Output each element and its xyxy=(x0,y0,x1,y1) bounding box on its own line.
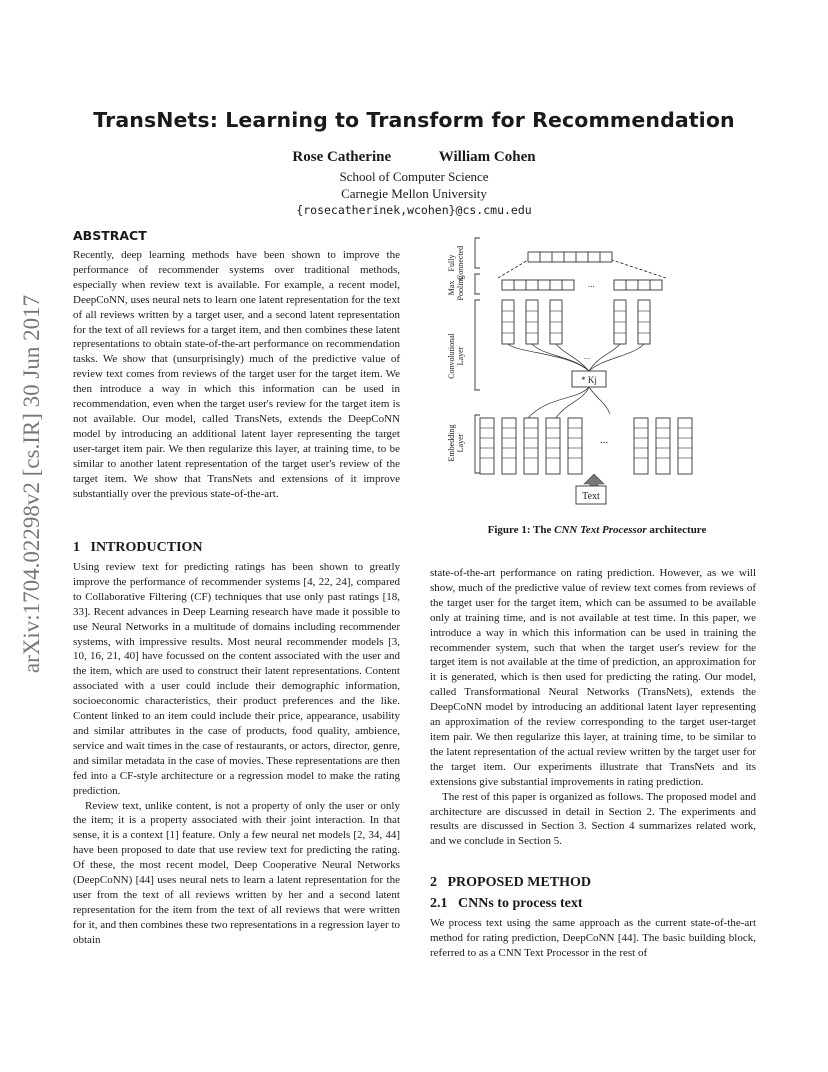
intro-paragraph-1: Using review text for predicting ratings has been shown to greatly improve the performance of recommender systems [4, 22, 24], compared to Collaborative Filtering (CF) techniques that use only past ratings [18, 33]. Recent advances in Deep Learning research have made it possible to use Neural Networks in a multitude of domains including recommender systems, with impressive results. Most neural recommender models [3, 10, 16, 21, 40] have focussed on the content associated with the user and the item, which are used to construct their latent representations. Content associated with a user could include their demographic information, socioeconomic characteristics, their product preferences and the like. Content linked to an item could include their price, appearance, usability and similar attributes in the case of products, food quality, ambience, service and wait times in the case of restaurants, or actors, director, genre, and similar metadata in the case of movies. These representations are then fed into a CF-style architecture or a regression model to make the rating prediction. xyxy=(73,561,400,797)
embedding-ellipsis: ... xyxy=(600,434,609,446)
section-number: 1 xyxy=(73,540,80,555)
convolutional-feature-maps xyxy=(502,300,650,344)
figure-cnn-text-processor xyxy=(438,228,756,513)
text-input-label: Text xyxy=(582,491,600,502)
section-2-heading xyxy=(430,875,591,891)
caption-suffix: architecture xyxy=(646,524,707,536)
paper-title: TransNets: Learning to Transform for Recommendation xyxy=(93,108,735,132)
section-2-text xyxy=(430,916,756,961)
left-column-text xyxy=(73,560,400,948)
max-pooling-vector xyxy=(502,280,662,290)
kernel-label: * Kj xyxy=(581,375,597,385)
abstract-heading: ABSTRACT xyxy=(73,228,147,243)
right-column-text xyxy=(430,566,756,849)
author-name: Rose Catherine xyxy=(292,149,392,165)
fully-connected-vector xyxy=(528,252,612,262)
intro-paragraph-3: state-of-the-art performance on rating prediction. However, as we will show, much of the predictive value of review text comes from reviews of the target user for the target item, which can be assumed to be available only at training time, and is not available at test time. In this paper, we introduce a way in which this information can be used in training the recommender system, such that when the target user's review for the target item is not available at the time of prediction, an approximation for it is generated, which is then used for predicting the rating. Our model, called Transformational Neural Networks (TransNets), extends the DeepCoNN model by introducing an additional latent layer representing an approximation of the review corresponding to the target user-target item pair. We then regularize this layer, at training time, to be similar to the latent representation of the actual review written by the target user for the target item. Our experiments illustrate that TransNets and its extensions give substantial improvements in rating prediction. xyxy=(430,567,756,788)
subsection-number: 2.1 xyxy=(430,896,448,911)
layer-label-max-pooling: MaxPooling xyxy=(447,275,465,301)
section-title: INTRODUCTION xyxy=(90,540,203,555)
section-number: 2 xyxy=(430,875,437,890)
section-title: PROPOSED METHOD xyxy=(447,875,592,890)
arxiv-identifier xyxy=(14,294,50,674)
figure-caption xyxy=(438,524,756,536)
layer-label-convolutional: ConvolutionalLayer xyxy=(447,333,465,379)
arxiv-id-text: arXiv:1704.02298v2 [cs.IR] 30 Jun 2017 xyxy=(19,294,44,674)
subsection-2-1-heading xyxy=(430,896,583,912)
pooling-ellipsis: ... xyxy=(588,279,595,289)
abstract-text: Recently, deep learning methods have been shown to improve the performance of recommender systems over traditional methods, especially when review text is available. For example, a recent model, DeepCoNN, uses neural nets to learn one latent representation for the text of all reviews written by a target user, and a second latent representation for the text of all reviews for a target item, and then combines these latent representations to obtain state-of-the-art performance on recommendation tasks. We show that (unsurprisingly) much of the predictive value of review text comes from reviews of the target user for the target item. We then introduce a way in which this information can be used in recommendation, even when the target user's review for the target item is not available. Our model, called TransNets, extends the DeepCoNN model by introducing an additional latent layer representing the target user-target item pair. We then regularize this layer, at training time, to be similar to another latent representation of the target user's review of the target item. We show that TransNets and extensions of it improve substantially over the previous state-of-the-art. xyxy=(73,249,400,500)
layer-label-fully-connected: FullyConnected xyxy=(447,245,465,281)
caption-prefix: Figure 1: The xyxy=(487,524,555,536)
intro-paragraph-4: The rest of this paper is organized as follows. The proposed model and architecture are discussed in detail in Section 2. The experiments and results are discussed in Section 3. Section 4 summarizes related work, and we conclude in Section 5. xyxy=(430,790,756,848)
section-1-heading xyxy=(73,540,203,556)
layer-label-embedding: EmbeddingLayer xyxy=(447,424,465,462)
author-name: William Cohen xyxy=(438,149,536,165)
embedding-matrix xyxy=(480,418,692,474)
affiliation-university: Carnegie Mellon University xyxy=(341,186,487,201)
caption-italic: CNN Text Processor xyxy=(554,524,647,536)
author-email: {rosecatherinek,wcohen}@cs.cmu.edu xyxy=(296,203,532,217)
abstract-body xyxy=(73,248,400,501)
architecture-diagram xyxy=(438,228,756,513)
author-list xyxy=(0,149,828,166)
intro-paragraph-2: Review text, unlike content, is not a property of only the user or only the item; it is a property associated with their joint interaction. In that sense, it is a context [1] feature. Only a few neural net models [2, 34, 44] have been proposed to date that use review text for predicting the rating. Of these, the most recent model, Deep Cooperative Neural Networks (DeepCoNN) [44] uses neural nets to learn a latent representation for the user from the text of all reviews written by her and a second latent representation for the item from the text of all reviews that were written for it, and then combines these two representations in a regression layer to obtain xyxy=(73,799,400,946)
svg-text:...: ... xyxy=(584,352,590,361)
subsection-title: CNNs to process text xyxy=(458,896,583,911)
method-paragraph-1: We process text using the same approach as the current state-of-the-art method for rating prediction, DeepCoNN [44]. The basic building block, referred to as a CNN Text Processor in the rest of xyxy=(430,917,756,959)
affiliation-school: School of Computer Science xyxy=(339,169,489,184)
